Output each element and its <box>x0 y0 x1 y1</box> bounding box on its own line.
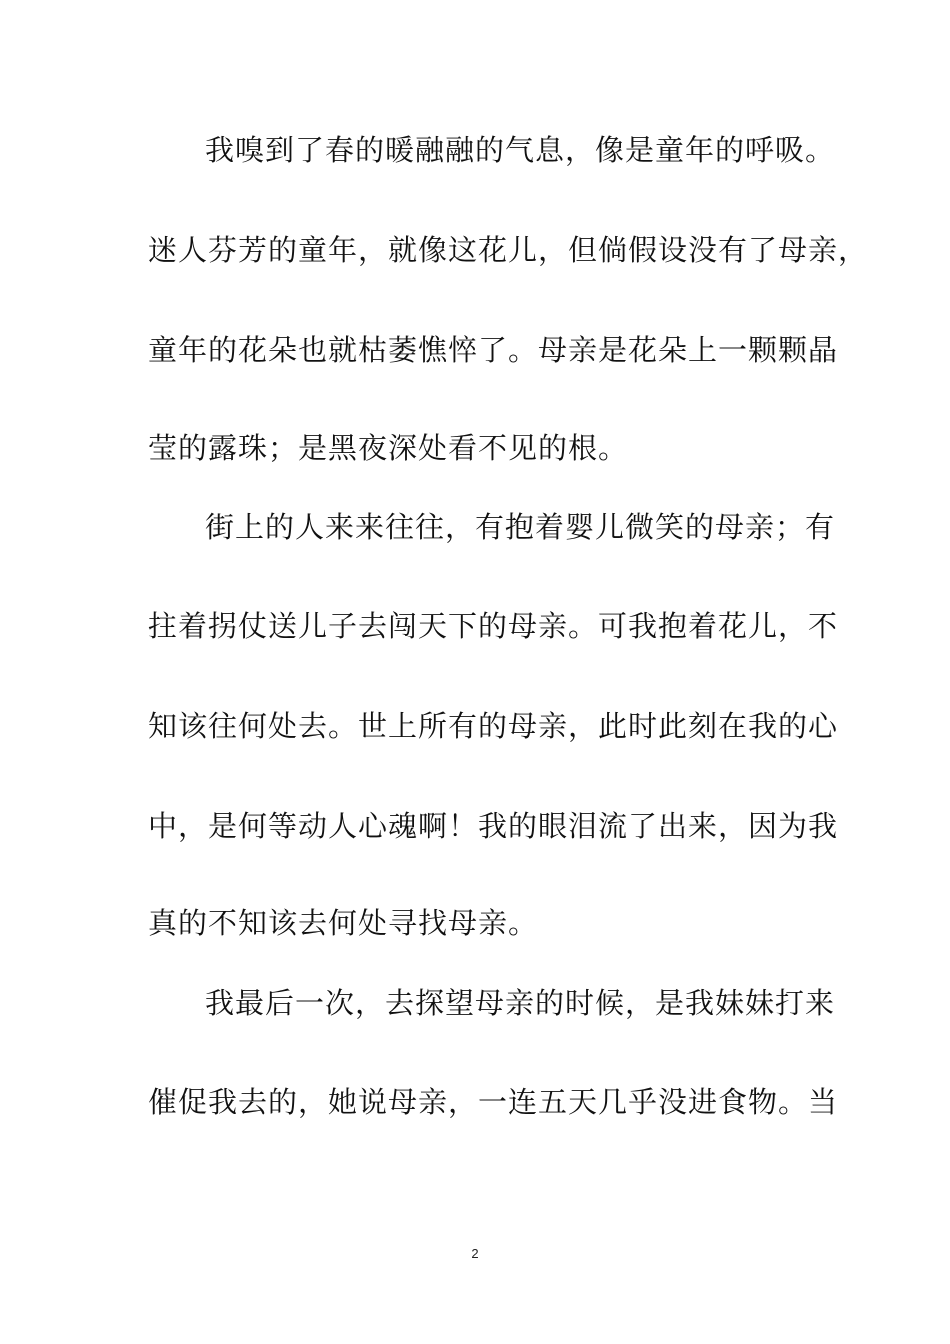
text-line: 知该往何处去。世上所有的母亲，此时此刻在我的心 <box>148 709 839 743</box>
text-line: 街上的人来来往往，有抱着婴儿微笑的母亲；有 <box>205 510 836 544</box>
text-line: 童年的花朵也就枯萎憔悴了。母亲是花朵上一颗颗晶 <box>148 333 839 367</box>
text-line: 莹的露珠；是黑夜深处看不见的根。 <box>148 431 629 465</box>
text-line: 迷人芬芳的童年，就像这花儿，但倘假设没有了母亲， <box>148 233 869 267</box>
text-line: 中，是何等动人心魂啊！我的眼泪流了出来，因为我 <box>148 809 839 843</box>
text-line: 催促我去的，她说母亲，一连五天几乎没进食物。当 <box>148 1085 839 1119</box>
text-line: 真的不知该去何处寻找母亲。 <box>148 906 539 940</box>
text-line: 拄着拐仗送儿子去闯天下的母亲。可我抱着花儿，不 <box>148 609 839 643</box>
page-number: 2 <box>471 1246 479 1261</box>
text-line: 我嗅到了春的暖融融的气息，像是童年的呼吸。 <box>205 133 836 167</box>
text-line: 我最后一次，去探望母亲的时候，是我妹妹打来 <box>205 986 836 1020</box>
